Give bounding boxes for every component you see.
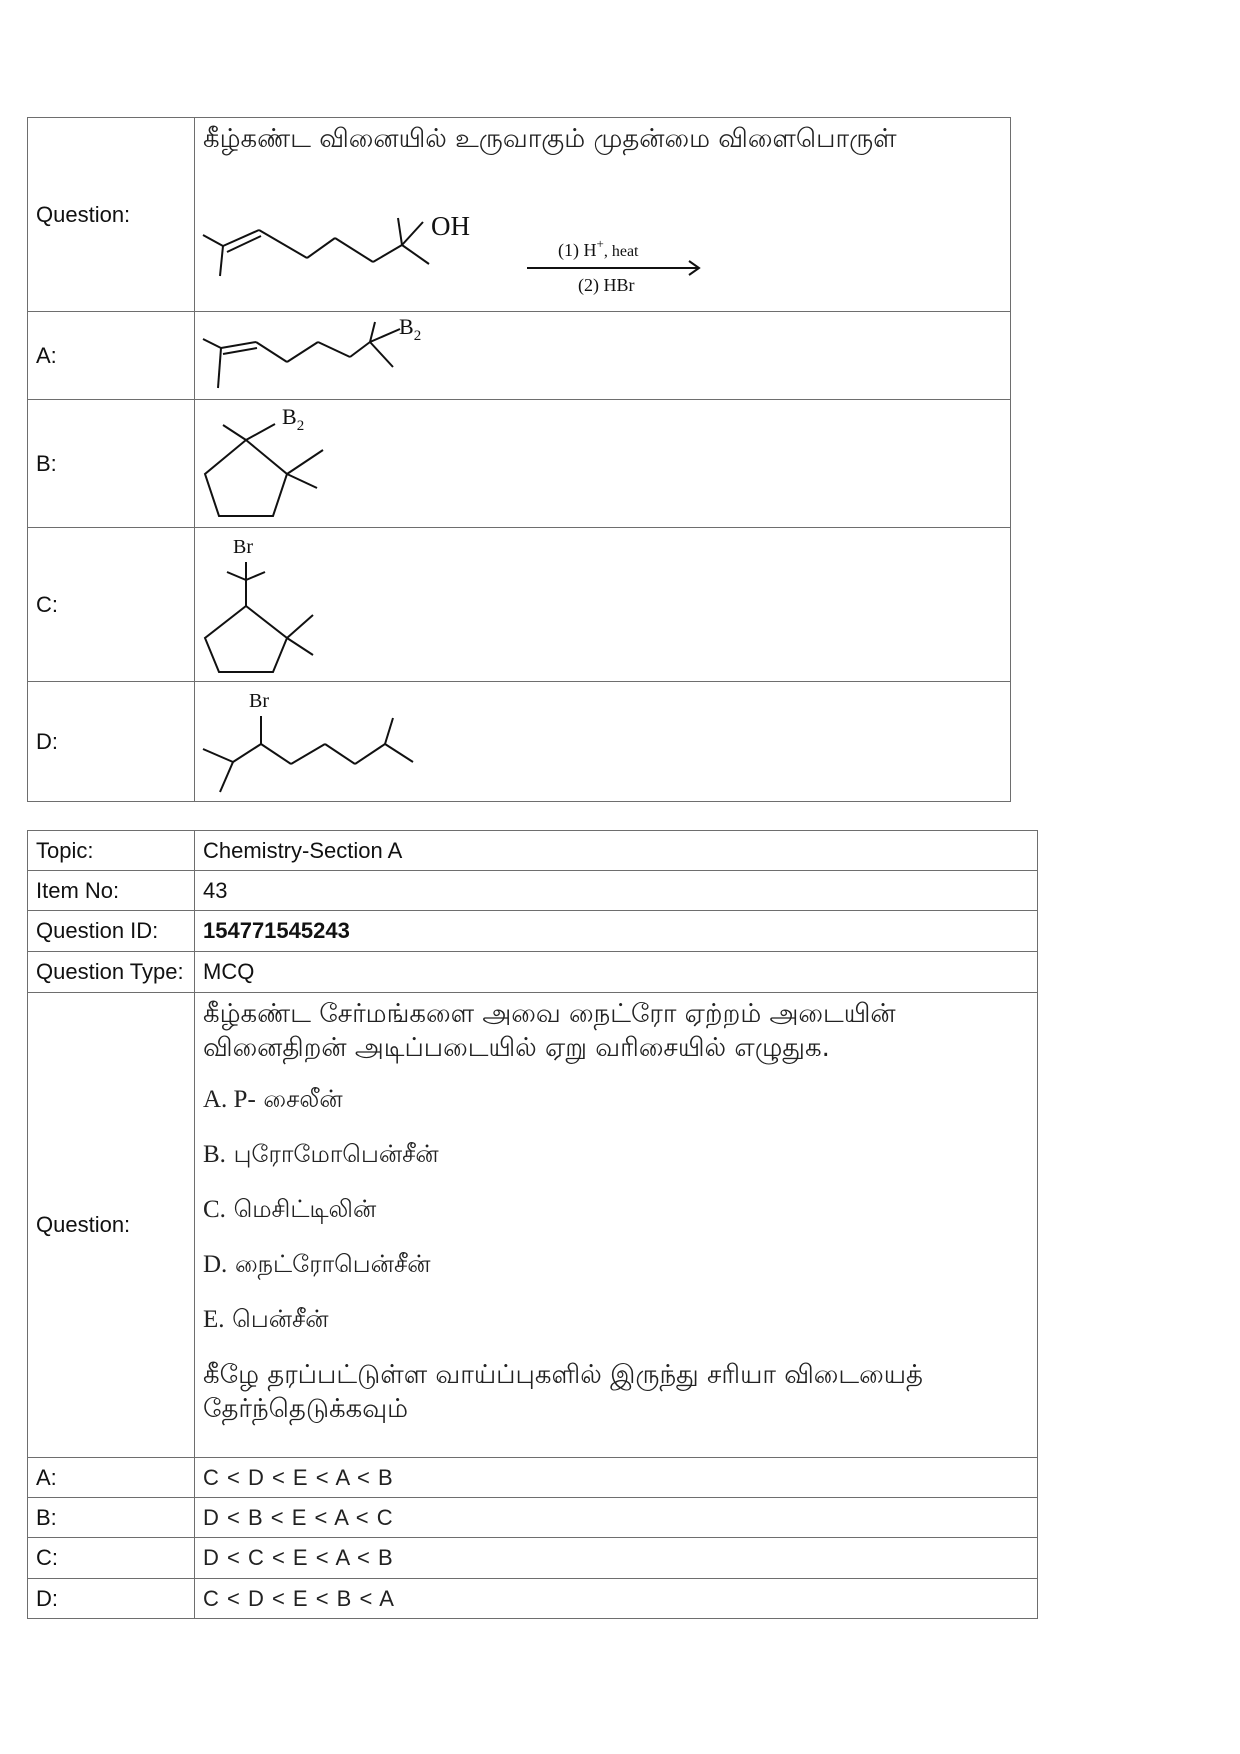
compound-e: E. பென்சீன் — [203, 1305, 329, 1333]
topic-row — [28, 831, 1038, 871]
instruction-line-2: தேர்ந்தெடுக்கவும் — [203, 1394, 409, 1424]
topic-label: Topic: — [28, 831, 195, 871]
question-type-label: Question Type: — [28, 952, 195, 993]
option-b-structure — [195, 400, 1011, 528]
question-line-1: கீழ்கண்ட சேர்மங்களை அவை நைட்ரோ ஏற்றம் அடையின் — [203, 999, 896, 1029]
option-structure-cell — [195, 312, 1011, 400]
question-cell — [195, 118, 1011, 312]
question-line-2: வினைதிறன் அடிப்படையில் ஏறு வரிசையில் எழுதுக. — [203, 1033, 830, 1063]
option-label: C: — [28, 528, 195, 682]
question-id-value: 154771545243 — [195, 911, 1038, 952]
answer-row-c — [28, 1538, 1038, 1579]
question-table-1 — [27, 117, 1011, 802]
option-structure-cell — [195, 682, 1011, 802]
question-row — [28, 118, 1011, 312]
question-id-label: Question ID: — [28, 911, 195, 952]
option-c-structure — [195, 528, 1011, 682]
option-label: A: — [28, 312, 195, 400]
item-label: Item No: — [28, 871, 195, 911]
question-id-row — [28, 911, 1038, 952]
br-label: Br — [249, 690, 269, 712]
reaction-diagram — [195, 158, 1011, 308]
answer-value: C < D < E < B < A — [195, 1579, 1038, 1619]
option-d-structure — [195, 682, 1011, 802]
option-row-d — [28, 682, 1011, 802]
compound-a: A. P- சைலீன் — [203, 1085, 343, 1113]
answer-row-d — [28, 1579, 1038, 1619]
b2-label: $B_2$ — [282, 404, 305, 434]
topic-value: Chemistry-Section A — [195, 831, 1038, 871]
answer-row-a — [28, 1458, 1038, 1498]
condition-line2: (2) HBr — [578, 275, 635, 295]
answer-label: C: — [28, 1538, 195, 1579]
answer-label: A: — [28, 1458, 195, 1498]
reaction-arrow — [527, 236, 699, 296]
answer-label: D: — [28, 1579, 195, 1619]
option-row-b — [28, 400, 1011, 528]
option-structure-cell — [195, 400, 1011, 528]
question-label: Question: — [28, 118, 195, 312]
option-row-a — [28, 312, 1011, 400]
option-label: D: — [28, 682, 195, 802]
answer-value: C < D < E < A < B — [195, 1458, 1038, 1498]
question-type-row — [28, 952, 1038, 993]
question-label: Question: — [28, 993, 195, 1458]
compound-b: B. புரோமோபென்சீன் — [203, 1140, 439, 1168]
option-row-c — [28, 528, 1011, 682]
question-text: கீழ்கண்ட வினையில் உருவாகும் முதன்மை விளைபொருள் — [203, 124, 897, 154]
question-table-2 — [27, 830, 1038, 1619]
condition-line1: (1) H+, heat — [558, 236, 639, 260]
b2-label: $B_2$ — [399, 314, 422, 344]
item-row — [28, 871, 1038, 911]
compound-d: D. நைட்ரோபென்சீன் — [203, 1250, 431, 1278]
instruction-line-1: கீழே தரப்பட்டுள்ள வாய்ப்புகளில் இருந்து சரியா விடையைத் — [203, 1360, 923, 1390]
option-structure-cell — [195, 528, 1011, 682]
option-a-structure — [195, 312, 1011, 400]
reactant-structure — [203, 211, 470, 276]
answer-row-b — [28, 1498, 1038, 1538]
question-type-value: MCQ — [195, 952, 1038, 993]
item-value: 43 — [195, 871, 1038, 911]
oh-label: OH — [431, 211, 470, 241]
answer-value: D < B < E < A < C — [195, 1498, 1038, 1538]
answer-label: B: — [28, 1498, 195, 1538]
br-label: Br — [233, 536, 253, 558]
question-cell — [195, 993, 1038, 1458]
question-row — [28, 993, 1038, 1458]
answer-value: D < C < E < A < B — [195, 1538, 1038, 1579]
option-label: B: — [28, 400, 195, 528]
compound-c: C. மெசிட்டிலின் — [203, 1195, 377, 1223]
